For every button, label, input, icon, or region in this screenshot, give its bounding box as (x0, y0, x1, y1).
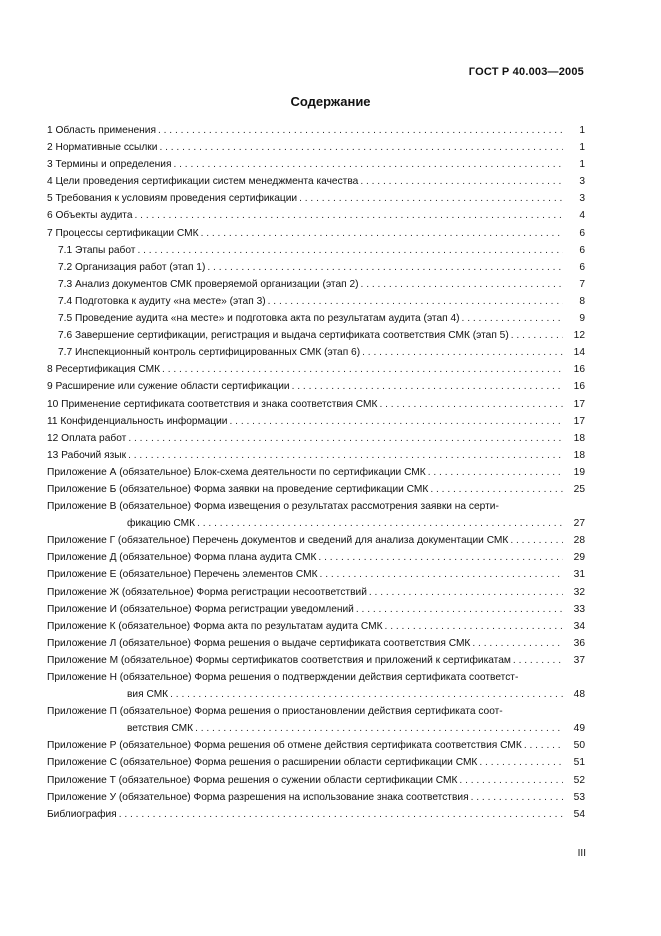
table-of-contents (47, 122, 585, 823)
toc-entry-page: 19 (573, 466, 585, 478)
toc-entry-page: 52 (573, 774, 585, 786)
toc-entry[interactable] (47, 498, 585, 515)
toc-entry-page: 17 (573, 398, 585, 410)
toc-entry[interactable] (47, 378, 585, 395)
toc-entry-label: 3 Термины и определения (47, 159, 172, 171)
toc-leader-dots (360, 173, 563, 190)
toc-entry-label: 7.1 Этапы работ (58, 244, 136, 256)
toc-entry[interactable] (47, 652, 585, 669)
toc-entry[interactable] (47, 686, 585, 703)
toc-entry[interactable] (47, 464, 585, 481)
toc-entry-label: 11 Конфиденциальность информации (47, 415, 228, 427)
toc-entry-page: 12 (573, 330, 585, 342)
toc-entry[interactable] (47, 310, 585, 327)
toc-entry-page: 53 (573, 791, 585, 803)
toc-entry-page: 48 (573, 689, 585, 701)
toc-leader-dots (524, 737, 563, 754)
toc-entry-label: 7.4 Подготовка к аудиту «на месте» (этап 3) (58, 295, 266, 307)
toc-leader-dots (379, 396, 563, 413)
toc-entry-page: 14 (573, 347, 585, 359)
toc-leader-dots (230, 413, 564, 430)
toc-entry-label: 1 Область применения (47, 125, 156, 136)
toc-entry[interactable] (47, 276, 585, 293)
toc-leader-dots (195, 720, 563, 737)
toc-entry[interactable] (47, 772, 585, 789)
toc-entry-label: 2 Нормативные ссылки (47, 142, 158, 154)
toc-entry-page: 34 (573, 620, 585, 632)
toc-leader-dots (385, 618, 563, 635)
toc-entry-page: 36 (573, 637, 585, 649)
toc-entry[interactable] (47, 122, 585, 139)
toc-entry-page: 33 (573, 603, 585, 615)
toc-entry-label: 7.2 Организация работ (этап 1) (58, 261, 206, 273)
toc-entry-label: Приложение Б (обязательное) Форма заявки на проведение сертификации СМК (47, 483, 429, 495)
toc-entry-label: 9 Расширение или сужение области сертификации (47, 381, 290, 393)
toc-leader-dots (510, 532, 563, 549)
toc-entry[interactable] (47, 225, 585, 242)
toc-entry-page: 54 (573, 808, 585, 820)
toc-leader-dots (162, 361, 563, 378)
toc-entry-label: Приложение Е (обязательное) Перечень элементов СМК (47, 569, 318, 581)
toc-leader-dots (362, 344, 563, 361)
toc-entry[interactable] (47, 669, 585, 686)
toc-leader-dots (201, 225, 563, 242)
toc-entry-label: Приложение М (обязательное) Формы сертификатов соответствия и приложений к сертификатам (47, 654, 511, 666)
toc-leader-dots (173, 156, 563, 173)
toc-entry-page: 3 (579, 176, 585, 188)
toc-entry[interactable] (47, 207, 585, 224)
toc-leader-dots (318, 549, 563, 566)
toc-entry-page: 8 (579, 295, 585, 307)
toc-entry[interactable] (47, 515, 585, 532)
toc-entry-label: Приложение Р (обязательное) Форма решения об отмене действия сертификата соответствия СМК (47, 740, 522, 752)
toc-entry-label: 7.6 Завершение сертификации, регистрация и выдача сертификата соответствия СМК (этап 5) (58, 330, 509, 342)
toc-leader-dots (361, 276, 563, 293)
toc-entry[interactable] (47, 259, 585, 276)
toc-entry-label: 7.3 Анализ документов СМК проверяемой организации (этап 2) (58, 278, 359, 290)
toc-entry-label: Приложение К (обязательное) Форма акта по результатам аудита СМК (47, 620, 383, 632)
toc-entry[interactable] (47, 584, 585, 601)
toc-leader-dots (135, 207, 564, 224)
toc-entry-label: Приложение С (обязательное) Форма решения о расширении области сертификации СМК (47, 757, 478, 769)
toc-entry[interactable] (47, 703, 585, 720)
toc-leader-dots (513, 652, 563, 669)
page-title: Содержание (290, 94, 371, 109)
toc-entry[interactable] (47, 242, 585, 259)
toc-entry-label: Приложение А (обязательное) Блок-схема деятельности по сертификации СМК (47, 466, 426, 478)
toc-entry-label: 10 Применение сертификата соответствия и знака соответствия СМК (47, 398, 378, 410)
toc-leader-dots (292, 378, 563, 395)
toc-entry-page: 16 (573, 364, 585, 376)
toc-entry-page: 16 (573, 381, 585, 393)
toc-entry[interactable] (47, 601, 585, 618)
toc-leader-dots (320, 566, 563, 583)
toc-entry-label: вия СМК (127, 689, 169, 701)
toc-entry-page: 3 (579, 193, 585, 205)
toc-leader-dots (471, 789, 563, 806)
toc-entry-label: Приложение Г (обязательное) Перечень документов и сведений для анализа документации СМК (47, 535, 509, 547)
toc-entry-label: Приложение П (обязательное) Форма решения о приостановлении действия сертификата соот- (47, 706, 503, 718)
toc-entry-page: 1 (579, 142, 585, 154)
toc-entry-page: 51 (573, 757, 585, 769)
toc-leader-dots (299, 190, 563, 207)
toc-entry-page: 6 (579, 244, 585, 256)
toc-entry-page: 25 (573, 483, 585, 495)
toc-entry[interactable] (47, 635, 585, 652)
toc-entry-page: 6 (579, 227, 585, 239)
toc-entry-page: 32 (573, 586, 585, 598)
toc-entry[interactable] (47, 532, 585, 549)
toc-entry-page: 7 (579, 278, 585, 290)
toc-entry[interactable] (47, 806, 585, 823)
toc-entry-label: Приложение Н (обязательное) Форма решения о подтверждении действия сертификата соответст- (47, 672, 519, 683)
toc-entry[interactable] (47, 430, 585, 447)
toc-entry-page: 29 (573, 552, 585, 564)
toc-entry-label: 7 Процессы сертификации СМК (47, 227, 199, 239)
toc-entry-label: 12 Оплата работ (47, 432, 127, 444)
toc-entry-label: Приложение Ж (обязательное) Форма регистрации несоответствий (47, 586, 367, 598)
toc-entry-page: 50 (573, 740, 585, 752)
toc-entry[interactable] (47, 789, 585, 806)
toc-entry-label: Библиография (47, 808, 117, 820)
toc-entry-label: Приложение В (обязательное) Форма извещения о результатах рассмотрения заявки на серти- (47, 501, 499, 513)
toc-entry-label: 7.7 Инспекционный контроль сертифицированных СМК (этап 6) (58, 347, 361, 359)
toc-leader-dots (459, 772, 563, 789)
toc-leader-dots (158, 122, 563, 139)
toc-entry[interactable] (47, 549, 585, 566)
toc-entry-label: Приложение У (обязательное) Форма разрешения на использование знака соответствия (47, 791, 469, 803)
toc-leader-dots (511, 327, 563, 344)
toc-entry-page: 31 (573, 569, 585, 581)
toc-entry-label: 5 Требования к условиям проведения сертификации (47, 193, 298, 205)
toc-leader-dots (472, 635, 563, 652)
toc-entry[interactable] (47, 327, 585, 344)
toc-leader-dots (268, 293, 563, 310)
toc-leader-dots (207, 259, 563, 276)
toc-entry-page: 28 (573, 535, 585, 547)
toc-leader-dots (479, 754, 563, 771)
document-code: ГОСТ Р 40.003—2005 (468, 66, 584, 78)
toc-entry-label: фикацию СМК (127, 518, 196, 530)
toc-entry[interactable] (47, 396, 585, 413)
toc-entry[interactable] (47, 344, 585, 361)
toc-leader-dots (119, 806, 563, 823)
toc-leader-dots (128, 447, 563, 464)
toc-entry-label: 13 Рабочий язык (47, 449, 127, 461)
toc-entry-page: 27 (573, 518, 585, 530)
toc-entry-page: 1 (579, 125, 585, 136)
toc-entry-label: Приложение Д (обязательное) Форма плана аудита СМК (47, 552, 317, 564)
toc-entry-label: 8 Ресертификация СМК (47, 364, 161, 376)
toc-entry[interactable] (47, 566, 585, 583)
toc-leader-dots (170, 686, 563, 703)
toc-entry[interactable] (47, 293, 585, 310)
toc-leader-dots (369, 584, 563, 601)
toc-entry-label: 6 Объекты аудита (47, 210, 133, 222)
toc-entry-page: 49 (573, 723, 585, 735)
toc-entry-page: 18 (573, 449, 585, 461)
toc-entry[interactable] (47, 190, 585, 207)
toc-leader-dots (159, 139, 563, 156)
toc-entry[interactable] (47, 754, 585, 771)
toc-entry-page: 1 (579, 159, 585, 171)
toc-entry-label: 7.5 Проведение аудита «на месте» и подготовка акта по результатам аудита (этап 4) (58, 313, 460, 325)
toc-entry-page: 18 (573, 432, 585, 444)
toc-entry[interactable] (47, 447, 585, 464)
toc-entry[interactable] (47, 139, 585, 156)
toc-entry-page: 17 (573, 415, 585, 427)
toc-leader-dots (356, 601, 563, 618)
toc-entry-label: 4 Цели проведения сертификации систем менеджмента качества (47, 176, 359, 188)
page-number: III (577, 848, 586, 859)
toc-leader-dots (430, 481, 563, 498)
toc-entry[interactable] (47, 481, 585, 498)
toc-entry[interactable] (47, 413, 585, 430)
toc-entry[interactable] (47, 156, 585, 173)
toc-entry-page: 4 (579, 210, 585, 222)
toc-entry[interactable] (47, 173, 585, 190)
toc-leader-dots (128, 430, 563, 447)
toc-entry-label: ветствия СМК (127, 723, 194, 735)
toc-entry[interactable] (47, 737, 585, 754)
toc-leader-dots (428, 464, 563, 481)
toc-entry-page: 6 (579, 261, 585, 273)
toc-entry[interactable] (47, 618, 585, 635)
toc-entry-page: 9 (579, 313, 585, 325)
toc-leader-dots (462, 310, 563, 327)
toc-entry[interactable] (47, 361, 585, 378)
toc-entry[interactable] (47, 720, 585, 737)
toc-leader-dots (197, 515, 563, 532)
toc-leader-dots (137, 242, 563, 259)
toc-entry-label: Приложение Л (обязательное) Форма решения о выдаче сертификата соответствия СМК (47, 637, 471, 649)
toc-entry-page: 37 (573, 654, 585, 666)
toc-entry-label: Приложение И (обязательное) Форма регистрации уведомлений (47, 603, 354, 615)
toc-entry-label: Приложение Т (обязательное) Форма решения о сужении области сертификации СМК (47, 774, 458, 786)
